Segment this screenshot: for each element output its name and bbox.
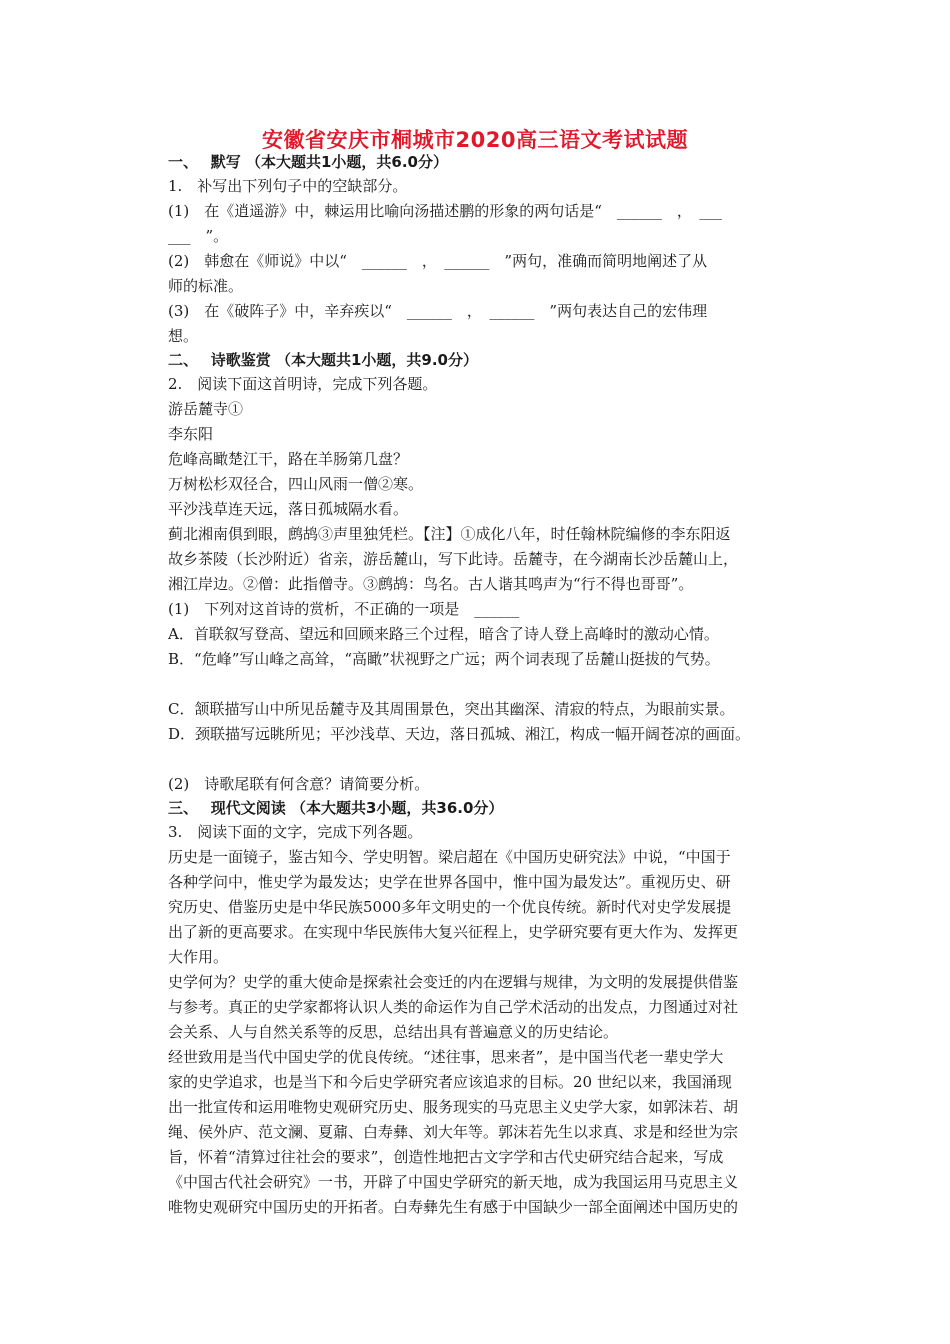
question-text: (2) 韩愈在《师说》中以“ ______ ， ______ ”两句，准确而简明地阐述了从 [168, 252, 708, 270]
option-b: B．“危峰”写山峰之高耸，“高瞰”状视野之广远；两个词表现了岳麓山挺拔的气势。 [168, 650, 720, 668]
passage-line: 出一批宣传和运用唯物史观研究历史、服务现实的马克思主义史学大家，如郭沫若、胡 [168, 1098, 739, 1116]
poem-line: 万树松杉双径合，四山风雨一僧②寒。 [168, 475, 424, 493]
passage-line: 大作用。 [168, 948, 229, 966]
passage-line: 旨，怀着“清算过往社会的要求”，创造性地把古文字学和古代史研究结合起来，写成 [168, 1148, 724, 1166]
question-text: ___ ”。 [168, 227, 229, 245]
page-title: 安徽省安庆市桐城市2020高三语文考试试题 [262, 128, 688, 152]
question-text: 3. 阅读下面的文字，完成下列各题。 [168, 823, 423, 841]
poem-note: 故乡茶陵（长沙附近）省亲，游岳麓山，写下此诗。岳麓寺，在今湖南长沙岳麓山上， [168, 550, 739, 568]
poem-line: 平沙浅草连天远，落日孤城隔水看。 [168, 500, 409, 518]
question-text: 2. 阅读下面这首明诗，完成下列各题。 [168, 375, 438, 393]
passage-line: 家的史学追求，也是当下和今后史学研究者应该追求的目标。20 世纪以来，我国涌现 [168, 1073, 732, 1091]
passage-line: 究历史、借鉴历史是中华民族5000多年文明史的一个优良传统。新时代对史学发展提 [168, 898, 732, 916]
section-heading: 一、 默写 （本大题共1小题，共6.0分） [168, 153, 448, 171]
passage-line: 各种学问中，惟史学为最发达；史学在世界各国中，惟中国为最发达”。重视历史、研 [168, 873, 731, 891]
passage-line: 历史是一面镜子，鉴古知今、学史明智。梁启超在《中国历史研究法》中说，“中国于 [168, 848, 731, 866]
passage-line: 会关系、人与自然关系等的反思，总结出具有普遍意义的历史结论。 [168, 1023, 619, 1041]
passage-line: 史学何为？史学的重大使命是探索社会变迁的内在逻辑与规律，为文明的发展提供借鉴 [168, 973, 739, 991]
passage-line: 出了新的更高要求。在实现中华民族伟大复兴征程上，史学研究要有更大作为、发挥更 [168, 923, 739, 941]
passage-line: 绳、侯外庐、范文澜、夏鼐、白寿彝、刘大年等。郭沫若先生以求真、求是和经世为宗 [168, 1123, 739, 1141]
question-text: (3) 在《破阵子》中，辛弃疾以“ ______ ， ______ ”两句表达自己的宏伟理 [168, 302, 708, 320]
poem-note: 湘江岸边。②僧：此指僧寺。③鹧鸪：鸟名。古人谐其鸣声为“行不得也哥哥”。 [168, 575, 694, 593]
question-text: 1. 补写出下列句子中的空缺部分。 [168, 177, 408, 195]
passage-line: 与参考。真正的史学家都将认识人类的命运作为自己学术活动的出发点，力图通过对社 [168, 998, 739, 1016]
section-heading: 二、 诗歌鉴赏 （本大题共1小题，共9.0分） [168, 351, 478, 369]
passage-line: 经世致用是当代中国史学的优良传统。“述往事，思来者”，是中国当代老一辈史学大 [168, 1048, 724, 1066]
option-c: C．颔联描写山中所见岳麓寺及其周围景色，突出其幽深、清寂的特点，为眼前实景。 [168, 700, 735, 718]
option-a: A．首联叙写登高、望远和回顾来路三个过程，暗含了诗人登上高峰时的激动心情。 [168, 625, 719, 643]
passage-line: 《中国古代社会研究》一书，开辟了中国史学研究的新天地，成为我国运用马克思主义 [168, 1173, 739, 1191]
section-heading: 三、 现代文阅读 （本大题共3小题，共36.0分） [168, 799, 504, 817]
question-text: (2) 诗歌尾联有何含意？请简要分析。 [168, 775, 430, 793]
passage-line: 唯物史观研究中国历史的开拓者。白寿彝先生有感于中国缺少一部全面阐述中国历史的 [168, 1198, 739, 1216]
question-text: (1) 下列对这首诗的赏析，不正确的一项是 ______ [168, 600, 520, 618]
option-d: D．颈联描写远眺所见；平沙浅草、天边，落日孤城、湘江，构成一幅开阔苍凉的画面。 [168, 725, 751, 743]
question-text: 想。 [168, 327, 199, 345]
question-text: (1) 在《逍遥游》中，棘运用比喻向汤描述鹏的形象的两句话是“ ______ ， ___ [168, 202, 722, 220]
poem-author: 李东阳 [168, 425, 214, 443]
poem-line: 蓟北湘南俱到眼，鹧鸪③声里独凭栏。【注】①成化八年，时任翰林院编修的李东阳返 [168, 525, 731, 543]
question-text: 师的标准。 [168, 277, 244, 295]
poem-line: 危峰高瞰楚江干，路在羊肠第几盘？ [168, 450, 409, 468]
poem-title: 游岳麓寺① [168, 400, 244, 418]
